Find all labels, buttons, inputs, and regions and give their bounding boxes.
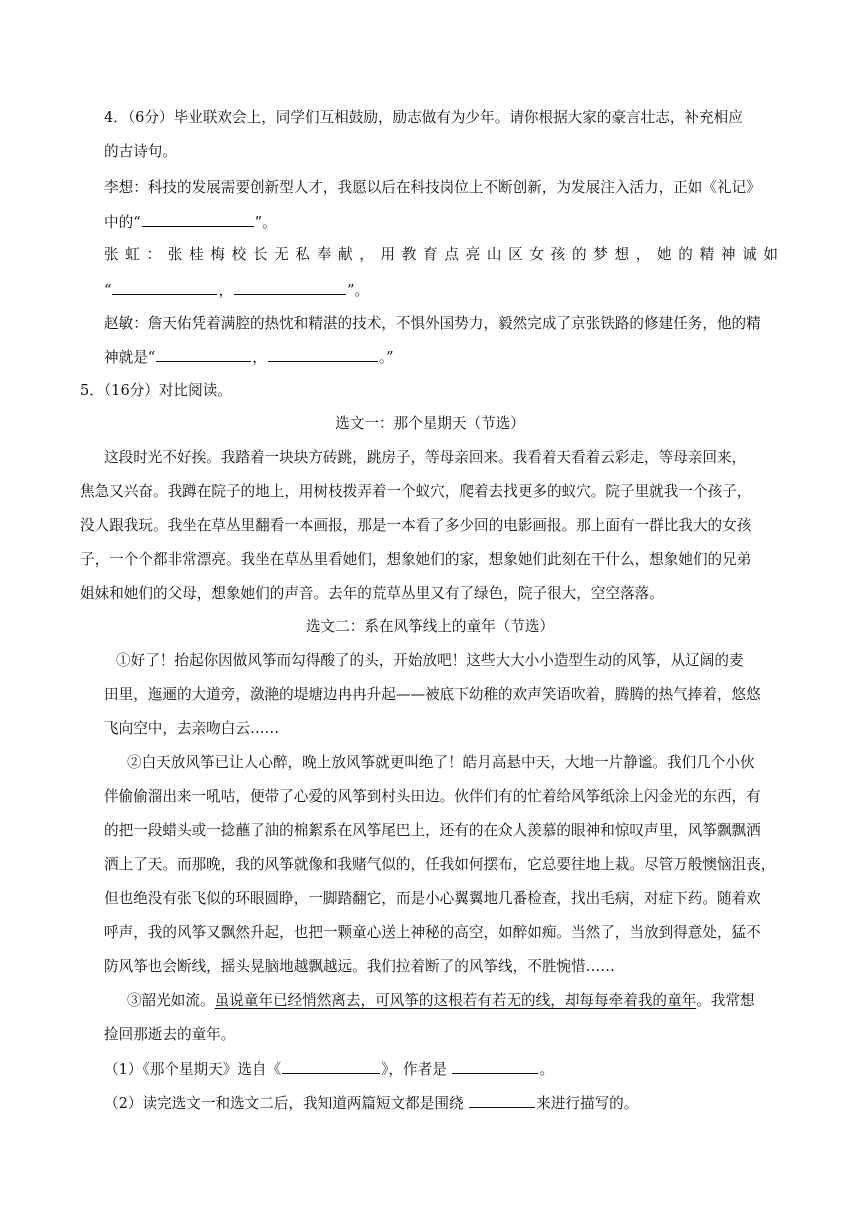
q5-sub1	[104, 1059, 554, 1080]
text2-p3-end: 。我常想	[696, 992, 755, 1009]
text2-p3-line-1	[127, 991, 755, 1011]
text2-p1-line-2: 田里，迤逦的大道旁，潋滟的堤塘边冉冉升起——被底下幼稚的欢声笑语吹着，腾腾的热气捧着，悠悠	[104, 686, 761, 703]
text2-title: 选文二：系在风筝线上的童年（节选）	[305, 618, 555, 635]
q4-zhaomin-line-1: 赵敏：詹天佑凭着满腔的热忱和精湛的技术，不惧外国势力，毅然完成了京张铁路的修建任务，他的精	[104, 315, 761, 332]
q5-sub1-prefix: （1）《那个星期天》选自《	[104, 1061, 282, 1078]
text1-line-5: 姐妹和她们的父母，想象她们的声音。去年的荒草丛里又有了绿色，院子很大，空空落落。	[80, 585, 664, 602]
text1-line-3: 没人跟我玩。我坐在草丛里翻看一本画报，那是一本看了多少回的电影画报。那上面有一群比我大的女孩	[80, 517, 752, 534]
text1-line-2: 焦急又兴奋。我蹲在院子的地上，用树枝拨弄着一个蚁穴，爬着去找更多的蚁穴。院子里就我一个孩子，	[80, 483, 752, 500]
text2-p2-line-3: 的把一段蜡头或一捻蘸了油的棉絮系在风筝尾巴上，还有的在众人羡慕的眼神和惊叹声里，风筝飘飘洒	[104, 822, 761, 839]
q4-zhanghong-line-1: 张虹：张桂梅校长无私奉献，用教育点亮山区女孩的梦想，她的精神诚如	[104, 246, 778, 263]
q4-zhanghong-comma: ，	[218, 282, 234, 299]
answer-blank-zhanghong-1[interactable]	[112, 280, 217, 295]
q5-sub2-prefix: （2）读完选文一和选文二后，我知道两篇短文都是围绕	[104, 1095, 464, 1112]
text2-p2-line-7: 防风筝也会断线，摇头晃脑地越飘越远。我们拉着断了的风筝线，不胜惋惜……	[104, 958, 615, 975]
q4-zhaomin-line-2	[104, 347, 394, 368]
text2-p2-line-4: 洒上了天。而那晚，我的风筝就像和我赌气似的，任我如何摆布，它总要往地上栽。尽管万般懊恼沮丧，	[104, 856, 776, 873]
answer-blank-zhaomin-1[interactable]	[156, 347, 251, 362]
q4-lixiang-suffix: ”。	[254, 214, 277, 231]
q5-sub1-end: 。	[539, 1061, 555, 1078]
q5-sub2	[104, 1093, 638, 1114]
q4-zhanghong-close-quote: ”。	[347, 282, 370, 299]
q5-heading: 5．（16分）对比阅读。	[80, 382, 232, 399]
text2-p2-line-2: 伴偷偷溜出来一吼咕，便带了心爱的风筝到村头田边。伙伴们有的忙着给风筝纸涂上闪金光的东西，有	[104, 788, 761, 805]
answer-blank-zhaomin-2[interactable]	[268, 347, 378, 362]
text2-p3-line-2: 捡回那逝去的童年。	[104, 1026, 236, 1043]
answer-blank-author[interactable]	[452, 1059, 538, 1074]
q5-sub1-middle: 》，作者是	[381, 1061, 447, 1078]
text2-p3-start: ③韶光如流。	[127, 992, 215, 1009]
q4-zhaomin-comma: ，	[252, 349, 267, 366]
text1-line-1: 这段时光不好挨。我踏着一块块方砖跳，跳房子，等母亲回来。我看着天看着云彩走，等母亲回来，	[104, 449, 747, 466]
text2-p1-line-1: ①好了！抬起你因做风筝而勾得酸了的头，开始放吧！这些大大小小造型生动的风筝，从辽阔的麦	[116, 652, 744, 669]
text2-p2-line-6: 呼声，我的风筝又飘然升起，也把一颗童心送上神秘的高空，如醉如痴。当然了，当放到得意处，猛不	[104, 924, 761, 941]
text2-p1-line-3: 飞向空中，去亲吻白云……	[104, 720, 280, 737]
answer-blank-lixiang[interactable]	[142, 212, 254, 227]
text2-p2-line-5: 但也绝没有张飞似的环眼圆睁，一脚踏翻它，而是小心翼翼地几番检查，找出毛病，对症下药。随着欢	[104, 890, 761, 907]
answer-blank-theme[interactable]	[469, 1093, 535, 1108]
q4-zhanghong-open-quote: “	[104, 282, 112, 299]
q5-sub2-end: 来进行描写的。	[536, 1095, 639, 1112]
text1-line-4: 子，一个个都非常漂亮。我坐在草丛里看她们，想象她们的家，想象她们此刻在干什么，想象她们的兄弟	[80, 551, 752, 568]
q4-lixiang-prefix: 中的“	[104, 214, 141, 231]
q4-zhaomin-close: 。”	[378, 349, 394, 366]
q4-line-2: 的古诗句。	[104, 143, 177, 160]
text2-p2-line-1: ②白天放风筝已让人心醉，晚上放风筝就更叫绝了！皓月高悬中天，大地一片静谧。我们几个小伙	[127, 754, 755, 771]
answer-blank-source[interactable]	[282, 1059, 380, 1074]
q4-zhaomin-prefix: 神就是“	[104, 349, 156, 366]
answer-blank-zhanghong-2[interactable]	[234, 280, 346, 295]
q4-lixiang-line-2	[104, 212, 277, 233]
text2-p3-underlined-sentence: 虽说童年已经悄然离去，可风筝的这根若有若无的线，却每每牵着我的童年	[214, 992, 697, 1009]
q4-line-1: 4．（6分）毕业联欢会上，同学们互相鼓励，励志做有为少年。请你根据大家的豪言壮志，补充相应	[104, 109, 743, 126]
q4-lixiang-line-1: 李想：科技的发展需要创新型人才，我愿以后在科技岗位上不断创新，为发展注入活力，正如《礼记》	[104, 179, 761, 196]
text1-title: 选文一：那个星期天（节选）	[335, 415, 525, 432]
q4-zhanghong-line-2	[104, 280, 369, 301]
